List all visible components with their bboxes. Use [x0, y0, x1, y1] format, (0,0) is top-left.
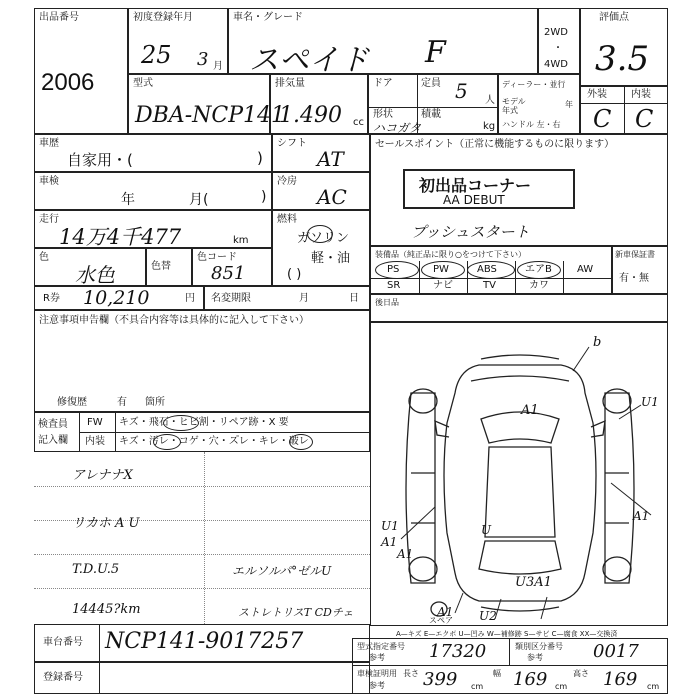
mark-u3a1-rear: U3A1: [515, 575, 552, 590]
recycle-label: R券: [43, 293, 60, 304]
height-unit: cm: [647, 682, 660, 691]
first-reg-month: 3: [197, 49, 209, 70]
handwritten-area: [34, 452, 370, 624]
lot-label: 出品番号: [39, 12, 79, 23]
score-value: 3.5: [595, 39, 650, 79]
height-value: 169: [603, 669, 638, 690]
color-code-label: 色コード: [197, 252, 237, 263]
km-unit: km: [233, 235, 249, 246]
equip-tv: TV: [483, 280, 496, 291]
shape-value: ハコガタ: [373, 121, 422, 135]
mileage-label: 走行: [39, 214, 59, 225]
mark-a1-left: A1: [381, 535, 398, 549]
model-value: DBA-NCP141: [135, 103, 286, 128]
first-reg-label: 初度登録年月: [133, 12, 193, 23]
chassis-label: 車台番号: [43, 637, 83, 648]
equip-pw: PW: [433, 264, 449, 275]
shift-cell: [272, 134, 370, 172]
inspector-label-1: 検査員: [38, 419, 68, 430]
notes-title: 注意事項申告欄（不具合内容等は具体的に記入して下さい）: [39, 315, 309, 326]
fuel-paren: ( ): [287, 267, 302, 282]
later-items-label: 後日品: [375, 298, 399, 307]
lot-number-cell: [34, 8, 128, 134]
circle-pw: [421, 261, 465, 279]
equip-navi: ナビ: [433, 280, 453, 291]
dealer-label: ディーラー・並行: [502, 80, 566, 89]
ext-int-cell: [580, 86, 668, 134]
fuel-gas: ガソリン: [297, 231, 350, 246]
mark-a1-rear: A1: [437, 605, 454, 619]
car-name-label: 車名・グレード: [233, 12, 303, 23]
exterior-grade: C: [593, 105, 612, 133]
repair-place: 箇所: [145, 397, 165, 408]
drive-dot: ・: [553, 43, 563, 54]
int-circle-wear: [289, 434, 313, 450]
recycle-value: 10,210: [83, 287, 150, 309]
equip-aw: AW: [577, 264, 594, 275]
width-label: 幅: [493, 669, 501, 678]
car-name-cell: [228, 8, 538, 78]
handle-label: ハンドル 左・右: [502, 120, 561, 129]
int-text: キズ・汚レ・コゲ・穴・ス゚レ・キレ・破レ: [119, 436, 309, 447]
load-label: 積載: [421, 109, 441, 120]
sales-cell: [370, 134, 668, 246]
history-paren: ): [257, 149, 263, 167]
interior-label: 内装: [631, 89, 651, 100]
ac-value: AC: [317, 185, 347, 209]
color-code: 851: [211, 263, 246, 284]
inspection-label: 車検: [39, 176, 59, 187]
car-grade: F: [425, 35, 446, 70]
kg-unit: kg: [483, 121, 496, 132]
color-change-label: 色替: [151, 261, 171, 272]
length-value: 399: [423, 669, 458, 690]
debut-stamp: [403, 169, 575, 209]
score-cell: [580, 8, 668, 86]
mileage-cell: [34, 210, 272, 248]
note-line-4: エルソルパ°ゼルU: [232, 564, 332, 578]
inspection-month: 月(: [189, 192, 209, 208]
lot-number: 2006: [41, 69, 95, 96]
equip-sr: SR: [387, 280, 401, 291]
width-unit: cm: [555, 682, 568, 691]
class-value: 0017: [593, 641, 639, 662]
color-code-cell: [192, 248, 272, 286]
fuel-circle: [307, 225, 333, 243]
equip-airbag: エアB: [525, 264, 552, 275]
later-items-cell: [370, 294, 668, 322]
ac-cell: [272, 172, 370, 210]
history-label: 車歴: [39, 138, 59, 149]
door-shape-cell: [368, 74, 498, 134]
chassis-value: NCP141-9017257: [105, 629, 304, 654]
class-label: 類別区分番号: [515, 642, 563, 651]
name-change-cell: [204, 286, 370, 310]
inspector-label-2: 記入欄: [38, 435, 68, 446]
color-value: 水色: [75, 263, 115, 287]
height-label: 高さ: [573, 669, 589, 678]
equip-leather: カワ: [529, 280, 549, 291]
inspector-cell: [34, 412, 370, 452]
mark-u1-right: U1: [641, 395, 659, 409]
history-cell: [34, 134, 272, 172]
fuel-label: 燃料: [277, 214, 297, 225]
inspection-close: ): [261, 189, 267, 205]
reg-cell: [34, 662, 370, 694]
name-change-month: 月: [299, 293, 309, 304]
note-line-6: ストレトリスT CDチェ: [238, 606, 354, 619]
length-unit: cm: [471, 682, 484, 691]
displacement-label: 排気量: [275, 78, 305, 89]
reg-label: 登録番号: [43, 672, 83, 683]
inspection-cell: [34, 172, 272, 210]
sales-title: セールスポイント（正常に機能するものに限ります）: [375, 139, 615, 150]
year-unit: 年: [565, 100, 573, 109]
cert-ref: 参考: [369, 681, 385, 690]
model-year-label: モデル年式: [502, 97, 526, 115]
spare-label: スペア: [429, 616, 453, 625]
class-ref: 参考: [527, 653, 543, 662]
inspection-year: 年: [121, 192, 135, 208]
door-label: ドア: [373, 78, 393, 89]
circle-ps: [375, 261, 419, 279]
mark-u-center: U: [481, 523, 492, 537]
int-label: 内装: [85, 436, 105, 447]
type-designation-ref: 参考: [369, 653, 385, 662]
mark-u1-left: U1: [381, 519, 399, 533]
note-line-2: リカホ A U: [72, 516, 140, 531]
mark-u2-rear: U2: [479, 609, 497, 623]
drive-cell: [538, 8, 580, 74]
color-label: 色: [39, 252, 49, 263]
mark-a1-left-2: A1: [397, 547, 414, 561]
exterior-label: 外装: [587, 89, 607, 100]
name-change-day: 日: [349, 293, 359, 304]
push-start: プッシュスタート: [411, 223, 530, 241]
capacity-value: 5: [455, 79, 468, 103]
shift-label: シフト: [277, 138, 307, 149]
mark-a1-roof: A1: [521, 403, 539, 418]
displacement-value: 1.490: [279, 103, 342, 128]
ac-label: 冷房: [277, 176, 297, 187]
warranty-label: 新車保証書: [615, 250, 655, 259]
type-designation-value: 17320: [429, 641, 487, 662]
color-change-cell: [146, 248, 192, 286]
note-line-3: T.D.U.5: [72, 562, 120, 577]
fw-label: FW: [87, 417, 103, 428]
dealer-cell: [498, 74, 580, 134]
note-line-5: 14445?km: [72, 602, 141, 617]
shift-value: AT: [317, 147, 344, 171]
mark-a1-right: A1: [633, 509, 650, 523]
equipment-label: 装備品（純正品に限り○をつけて下さい）: [375, 250, 526, 259]
dims-cell: [352, 638, 668, 694]
equipment-cell: [370, 246, 612, 294]
drive-2wd: 2WD: [544, 27, 568, 38]
repair-label: 修復歴: [57, 397, 87, 408]
damage-diagram: [370, 322, 668, 626]
type-designation-label: 型式指定番号: [357, 642, 405, 651]
circle-abs: [467, 261, 515, 279]
model-label: 型式: [133, 78, 153, 89]
fuel-cell: [272, 210, 370, 286]
first-reg-year: 25: [141, 41, 172, 69]
chassis-cell: [34, 624, 370, 662]
model-cell: [128, 74, 286, 134]
recycle-cell: [34, 286, 204, 310]
drive-4wd: 4WD: [544, 59, 568, 70]
circle-airbag: [517, 261, 561, 279]
equip-abs: ABS: [477, 264, 497, 275]
debut-stamp-line2: AA DEBUT: [443, 193, 505, 207]
int-circle-stain: [153, 434, 181, 450]
fw-text: キズ・飛石・ヒビ割・リペア跡・X 要: [119, 417, 289, 428]
damage-legend: A—キズ E—エクボ U—凹み W—補修跡 S—サビ C—腐食 XX—交換済: [396, 630, 618, 638]
color-cell: [34, 248, 146, 286]
equip-ps: PS: [387, 264, 400, 275]
history-value: 自家用・(: [67, 151, 133, 169]
first-reg-cell: [128, 8, 228, 74]
shape-label: 形状: [373, 109, 393, 120]
cc-unit: cc: [353, 117, 364, 128]
interior-grade: C: [635, 105, 654, 133]
car-name: スペイド: [249, 43, 369, 78]
score-label: 評価点: [599, 12, 629, 23]
notes-cell: [34, 310, 370, 412]
warranty-value: 有・無: [619, 273, 649, 284]
debut-stamp-line1: 初出品コーナー: [419, 176, 532, 195]
yen-unit: 円: [185, 293, 195, 304]
fw-circle-chip: [163, 415, 199, 431]
width-value: 169: [513, 669, 548, 690]
warranty-cell: [612, 246, 668, 294]
length-label: 長さ: [403, 669, 419, 678]
displacement-cell: [270, 74, 368, 134]
note-line-1: アレナナX: [72, 468, 133, 483]
mark-b-front: b: [593, 335, 602, 350]
month-unit: 月: [213, 61, 223, 72]
name-change-label: 名変期限: [211, 293, 251, 304]
person-unit: 人: [485, 95, 495, 106]
cert-label: 車検証明用: [357, 669, 397, 678]
repair-value: 有: [117, 397, 127, 408]
fuel-light: 軽・油: [311, 251, 351, 266]
capacity-label: 定員: [421, 78, 441, 89]
mileage-value: 14万4千477: [59, 225, 182, 249]
